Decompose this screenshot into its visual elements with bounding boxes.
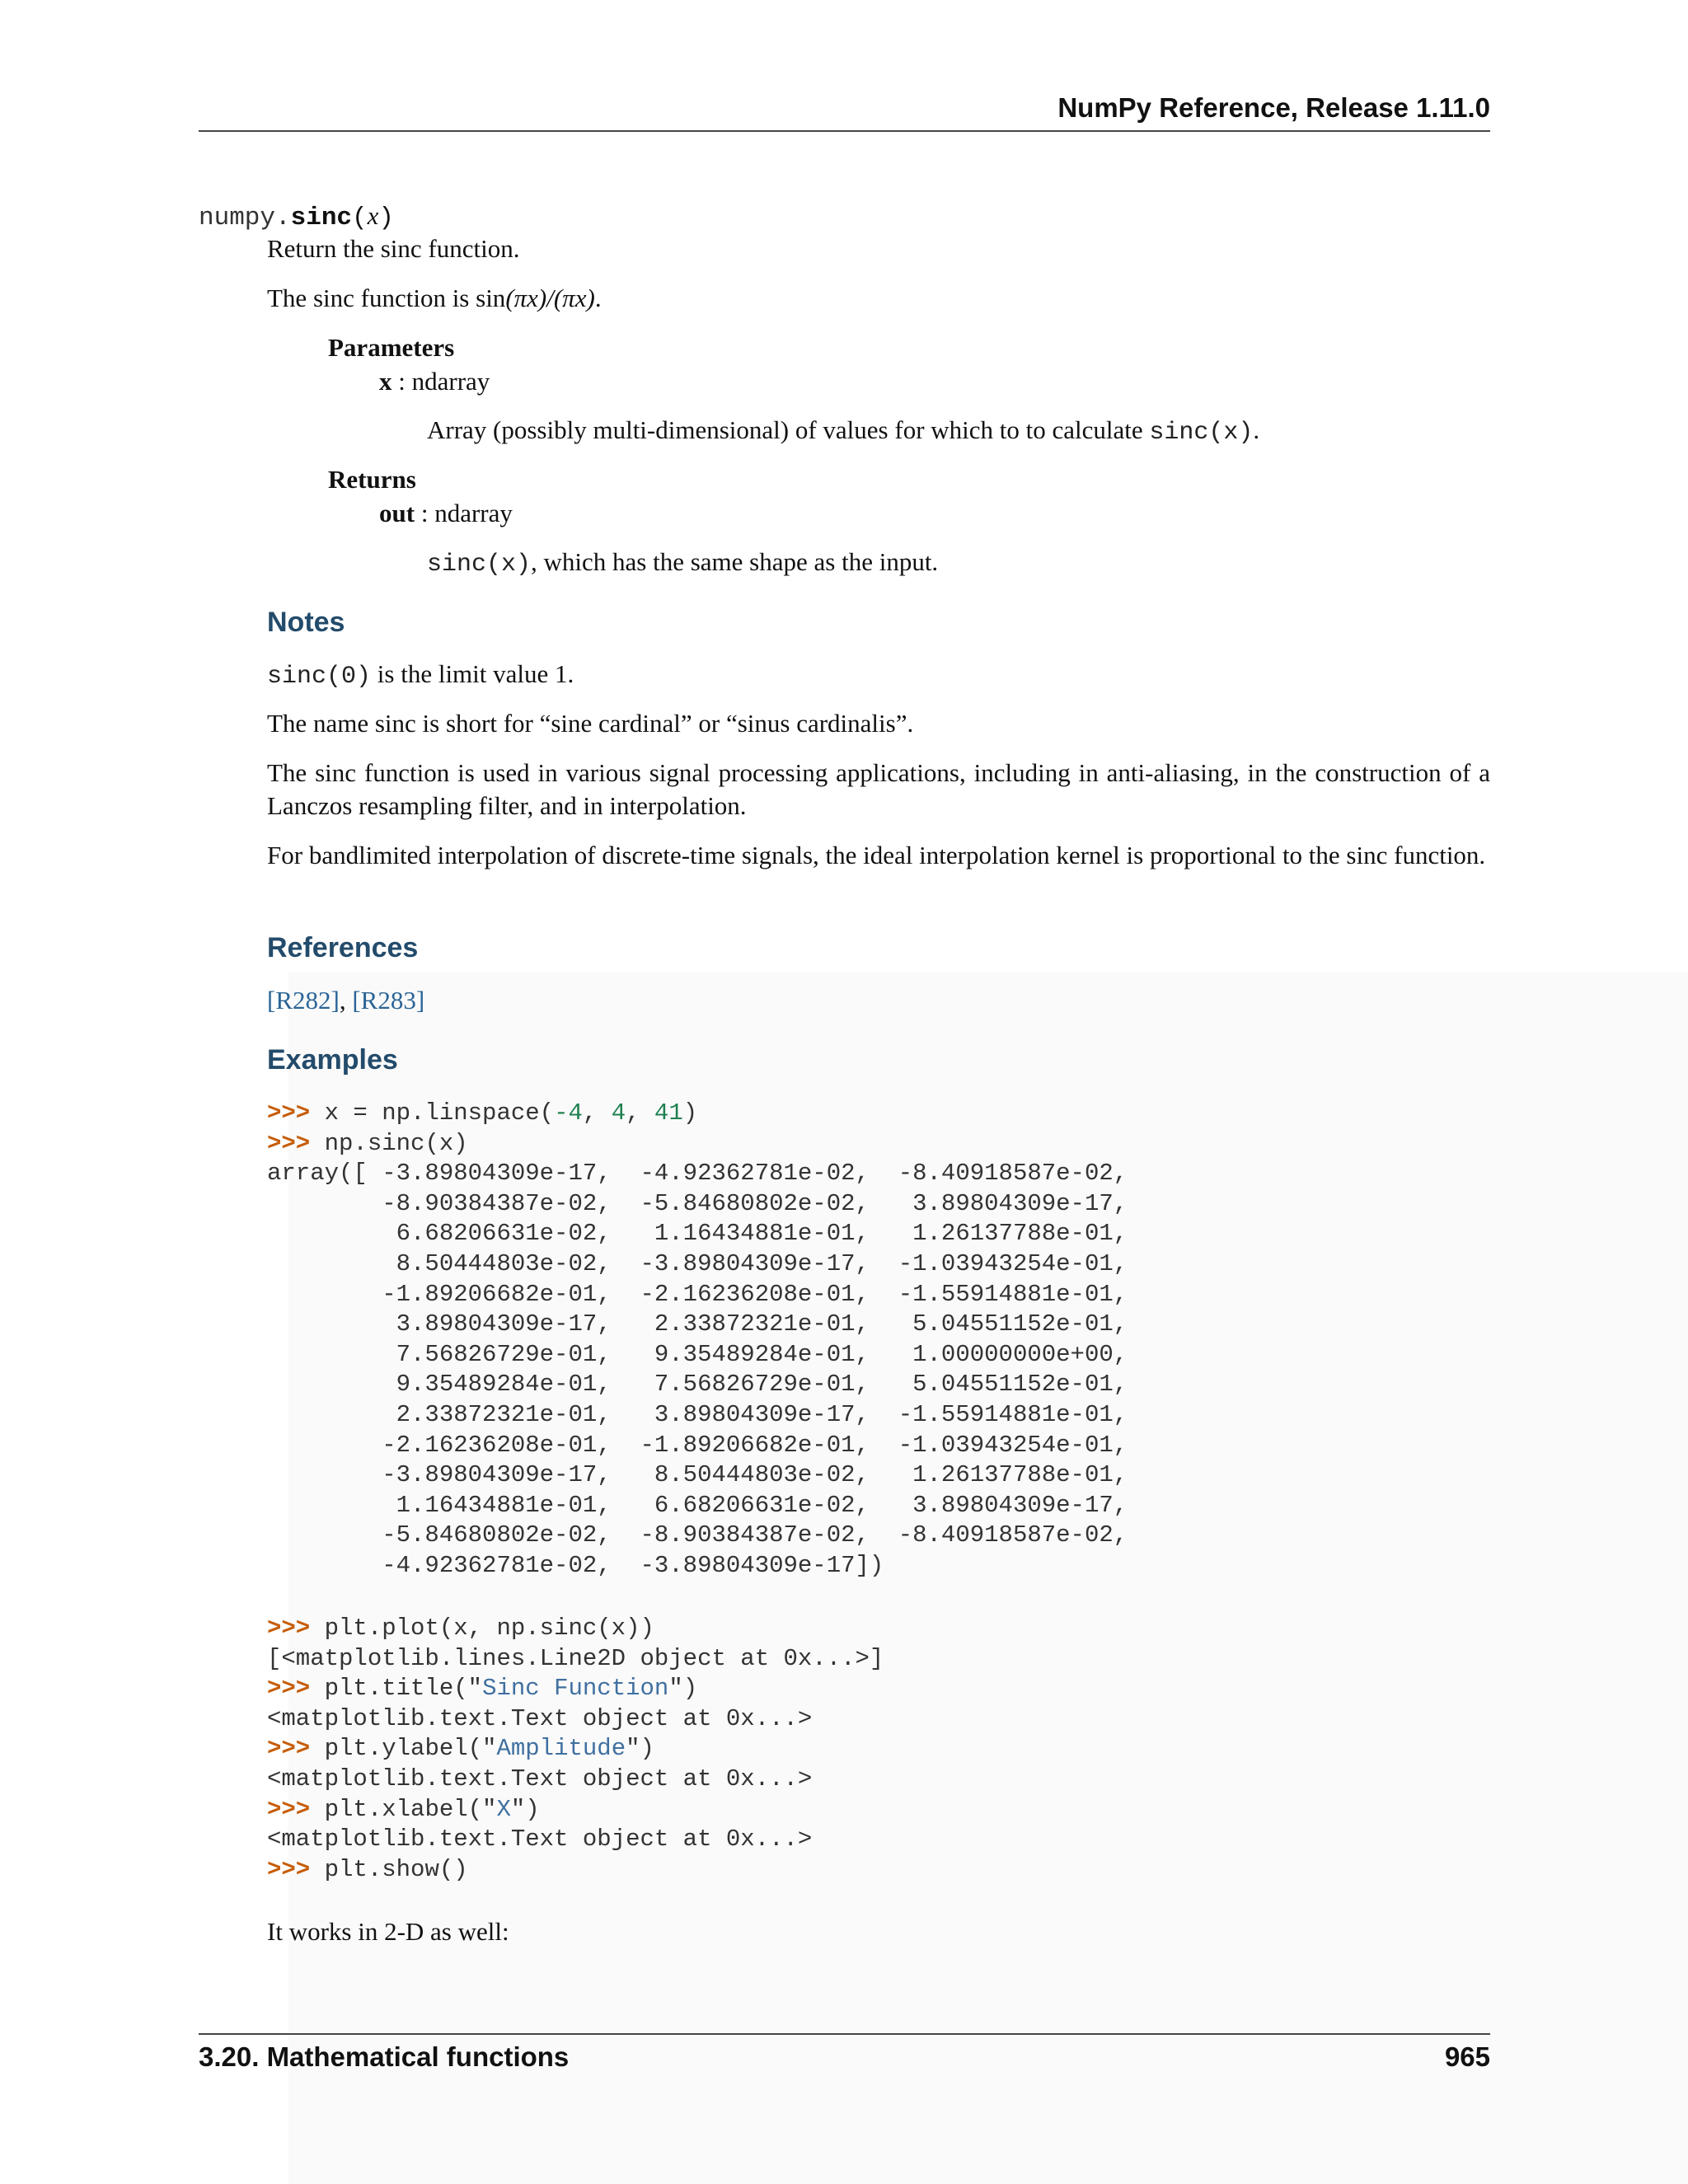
code-text: plt.plot(x, np.sinc(x))	[310, 1615, 654, 1642]
header-rule	[199, 130, 1490, 132]
code-text: plt.show()	[310, 1855, 468, 1883]
code-output: <matplotlib.text.Text object at 0x...>	[267, 1765, 813, 1793]
signature-close: )	[378, 204, 395, 232]
code-text: x = np.linspace(	[310, 1099, 555, 1127]
code-output: <matplotlib.text.Text object at 0x...>	[267, 1825, 813, 1854]
code-text: plt.xlabel("	[310, 1795, 497, 1823]
array-line: 7.56826729e-01, 9.35489284e-01, 1.00000000e+00,	[267, 1340, 1128, 1368]
code-string: X	[496, 1795, 511, 1823]
notes-heading: Notes	[267, 607, 345, 638]
definition-fn: sin	[476, 284, 506, 312]
code-text: plt.ylabel("	[310, 1735, 497, 1763]
signature-name: sinc	[290, 204, 353, 232]
definition-text	[267, 282, 602, 315]
summary-text: Return the sinc function.	[267, 234, 520, 263]
array-line: -2.16236208e-01, -1.89206682e-01, -1.03943254e-01,	[267, 1431, 1128, 1459]
page-number: 965	[1444, 2041, 1490, 2072]
reference-link-r283[interactable]: [R283]	[352, 986, 425, 1015]
param-desc-code: sinc(x)	[1149, 419, 1254, 447]
code-text: np.sinc(x)	[310, 1129, 468, 1157]
code-string: Amplitude	[496, 1735, 626, 1763]
references-heading: References	[267, 932, 419, 963]
array-line: 2.33872321e-01, 3.89804309e-17, -1.55914881e-01,	[267, 1400, 1128, 1428]
signature-module: numpy.	[199, 204, 291, 232]
return-out-line	[379, 497, 513, 530]
notes-paragraph-3: The sinc function is used in various signal processing applications, including in anti-aliasing, in the construction of a Lanczos resampling filter, and in interpolation.	[267, 758, 1490, 820]
code-number: 41	[654, 1099, 683, 1127]
definition-suffix: .	[594, 284, 602, 312]
return-desc-code: sinc(x)	[427, 551, 532, 579]
param-x-type: : ndarray	[392, 367, 490, 396]
return-out-name: out	[379, 499, 415, 527]
signature-arg: x	[367, 201, 379, 230]
prompt: >>>	[267, 1129, 311, 1157]
footer-rule	[199, 2033, 1490, 2035]
code-text: plt.title("	[310, 1675, 483, 1703]
code-text: )	[682, 1099, 698, 1127]
code-block-plot	[267, 1614, 884, 1885]
return-out-description	[427, 546, 938, 581]
array-line: 1.16434881e-01, 6.68206631e-02, 3.89804309e-17,	[267, 1491, 1128, 1519]
definition-prefix: The sinc function is	[267, 284, 476, 312]
return-out-type: : ndarray	[415, 499, 513, 527]
prompt: >>>	[267, 1675, 311, 1703]
array-line: -3.89804309e-17, 8.50444803e-02, 1.26137788e-01,	[267, 1461, 1128, 1489]
notes-paragraph-4: For bandlimited interpolation of discrete-time signals, the ideal interpolation kernel is proportional to the sinc function.	[267, 841, 1486, 869]
trailing-text: It works in 2-D as well:	[267, 1917, 509, 1946]
references-list	[267, 984, 424, 1017]
code-number: 4	[611, 1099, 626, 1127]
param-x-name: x	[379, 367, 392, 396]
array-line: -8.90384387e-02, -5.84680802e-02, 3.89804309e-17,	[267, 1189, 1128, 1217]
definition-expr: (πx)/(πx)	[505, 284, 595, 312]
notes-paragraph-1	[267, 658, 574, 693]
code-output: [<matplotlib.lines.Line2D object at 0x...>]	[267, 1644, 884, 1672]
code-text: ,	[582, 1099, 612, 1127]
code-text: ")	[510, 1795, 540, 1823]
array-line: -4.92362781e-02, -3.89804309e-17])	[267, 1551, 884, 1579]
function-signature	[199, 201, 394, 232]
array-line: -1.89206682e-01, -2.16236208e-01, -1.55914881e-01,	[267, 1280, 1128, 1308]
code-string: Sinc Function	[482, 1675, 669, 1703]
reference-link-r282[interactable]: [R282]	[267, 986, 340, 1015]
param-x-line	[379, 365, 490, 398]
return-desc-suffix: , which has the same shape as the input.	[531, 547, 939, 576]
running-header: NumPy Reference, Release 1.11.0	[1057, 92, 1490, 123]
array-line: 9.35489284e-01, 7.56826729e-01, 5.04551152e-01,	[267, 1371, 1128, 1399]
examples-heading: Examples	[267, 1044, 398, 1076]
footer-section: 3.20. Mathematical functions	[199, 2041, 570, 2072]
prompt: >>>	[267, 1795, 311, 1823]
parameters-heading: Parameters	[328, 333, 455, 362]
code-number: -4	[554, 1099, 583, 1127]
notes-p1-text: is the limit value 1.	[371, 659, 574, 688]
param-desc-prefix: Array (possibly multi-dimensional) of values for which to to calculate	[427, 415, 1150, 444]
array-line: 3.89804309e-17, 2.33872321e-01, 5.04551152e-01,	[267, 1310, 1128, 1338]
reference-separator: ,	[339, 986, 353, 1015]
signature-open: (	[352, 204, 368, 232]
code-text: ,	[626, 1099, 654, 1127]
array-line: -5.84680802e-02, -8.90384387e-02, -8.40918587e-02,	[267, 1521, 1128, 1549]
prompt: >>>	[267, 1735, 311, 1763]
code-text: ")	[626, 1735, 654, 1763]
prompt: >>>	[267, 1099, 311, 1127]
prompt: >>>	[267, 1615, 311, 1642]
array-line: array([ -3.89804309e-17, -4.92362781e-02, -8.40918587e-02,	[267, 1160, 1128, 1188]
running-footer	[199, 2041, 1490, 2073]
code-block-linspace	[267, 1099, 1128, 1582]
param-desc-suffix: .	[1253, 415, 1260, 444]
code-text: ")	[668, 1675, 698, 1703]
prompt: >>>	[267, 1855, 311, 1883]
array-line: 8.50444803e-02, -3.89804309e-17, -1.03943254e-01,	[267, 1249, 1128, 1277]
array-line: 6.68206631e-02, 1.16434881e-01, 1.26137788e-01,	[267, 1220, 1128, 1248]
notes-p1-code: sinc(0)	[267, 663, 372, 691]
returns-heading: Returns	[328, 465, 416, 494]
notes-paragraph-2: The name sinc is short for “sine cardinal” or “sinus cardinalis”.	[267, 709, 914, 738]
param-x-description	[427, 414, 1259, 449]
code-output: <matplotlib.text.Text object at 0x...>	[267, 1704, 813, 1732]
